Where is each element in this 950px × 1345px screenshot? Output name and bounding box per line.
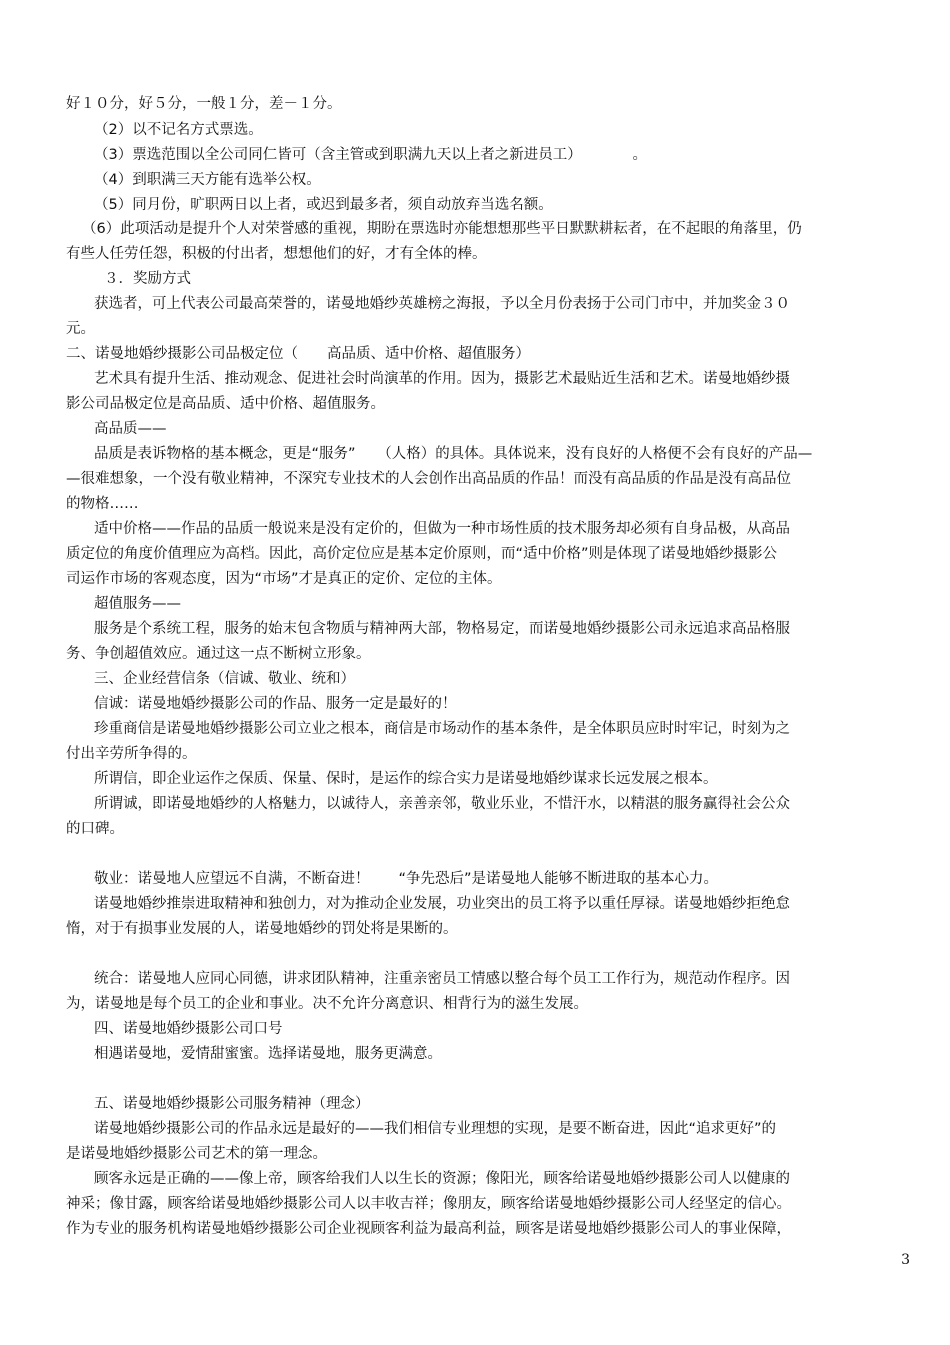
text-line: 付出辛劳所争得的。 (66, 746, 197, 762)
text-line: 诺曼地婚纱推崇进取精神和独创力，对为推动企业发展，功业突出的员工将予以重任厚禄。诺曼地婚纱拒绝怠 (94, 896, 790, 912)
section-heading: 二、诺曼地婚纱摄影公司品极定位（ 高品质、适中价格、超值服务） (66, 346, 530, 362)
text-line: 珍重商信是诺曼地婚纱摄影公司立业之根本，商信是市场动作的基本条件，是全体职员应时时牢记，时刻为之 (94, 721, 790, 737)
text-line: 艺术具有提升生活、推动观念、促进社会时尚演革的作用。因为，摄影艺术最贴近生活和艺术。诺曼地婚纱摄 (94, 371, 790, 387)
text-line: 好１０分，好５分，一般１分，差－１分。 (66, 96, 342, 112)
text-line: 敬业：诺曼地人应望远不自满，不断奋进！ “争先恐后”是诺曼地人能够不断进取的基本心力。 (94, 871, 719, 887)
text-line: 司运作市场的客观态度，因为“市场”才是真正的定价、定位的主体。 (66, 571, 502, 587)
subheading: 超值服务—— (94, 596, 181, 612)
page-number: 3 (901, 1252, 910, 1268)
text-line: 作为专业的服务机构诺曼地婚纱摄影公司企业视顾客利益为最高利益，顾客是诺曼地婚纱摄影公司人的事业保障， (66, 1221, 791, 1237)
text-line: 的口碑。 (66, 821, 124, 837)
text-line: 品质是表诉物格的基本概念，更是“服务” （人格）的具体。具体说来，没有良好的人格便不会有良好的产品— (94, 446, 813, 462)
text-line: （3）票选范围以全公司同仁皆可（含主管或到职满九天以上者之新进员工） 。 (94, 147, 647, 163)
text-line: 信诚：诺曼地婚纱摄影公司的作品、服务一定是最好的！ (94, 696, 457, 712)
text-line: 适中价格——作品的品质一般说来是没有定价的，但做为一种市场性质的技术服务却必须有自身品极，从高品 (94, 521, 790, 537)
text-line: 神采；像甘露，顾客给诺曼地婚纱摄影公司人以丰收吉祥；像朋友，顾客给诺曼地婚纱摄影公司人经坚定的信心。 (66, 1196, 791, 1212)
text-line: 所谓信，即企业运作之保质、保量、保时，是运作的综合实力是诺曼地婚纱谋求长远发展之根本。 (94, 771, 718, 787)
section-heading: 三、企业经营信条（信诚、敬业、统和） (94, 671, 355, 687)
section-heading: 五、诺曼地婚纱摄影公司服务精神（理念） (94, 1096, 370, 1112)
section-heading: ３．奖励方式 (104, 271, 191, 287)
text-line: （5）同月份，旷职两日以上者，或迟到最多者，须自动放弃当选名额。 (94, 197, 553, 213)
text-line: —很难想象，一个没有敬业精神，不深究专业技术的人会创作出高品质的作品！而没有高品质的作品是没有高品位 (66, 471, 791, 487)
text-line: 顾客永远是正确的——像上帝，顾客给我们人以生长的资源；像阳光，顾客给诺曼地婚纱摄影公司人以健康的 (94, 1171, 790, 1187)
subheading: 高品质—— (94, 421, 167, 437)
text-line: 统合：诺曼地人应同心同德，讲求团队精神，注重亲密员工情感以整合每个员工工作行为，规范动作程序。因 (94, 971, 790, 987)
text-line: 诺曼地婚纱摄影公司的作品永远是最好的——我们相信专业理想的实现，是要不断奋进，因此“追求更好”的 (94, 1121, 777, 1137)
text-line: 为，诺曼地是每个员工的企业和事业。决不允许分离意识、相背行为的滋生发展。 (66, 996, 588, 1012)
text-line: （6）此项活动是提升个人对荣誉感的重视，期盼在票选时亦能想想那些平日默默耕耘者，在不起眼的角落里，仍 (82, 221, 802, 237)
text-line: 的物格…… (66, 496, 139, 512)
text-line: 惰，对于有损事业发展的人，诺曼地婚纱的罚处将是果断的。 (66, 921, 458, 937)
text-line: 影公司品极定位是高品质、适中价格、超值服务。 (66, 396, 385, 412)
text-line: 获选者，可上代表公司最高荣誉的，诺曼地婚纱英雄榜之海报，予以全月份表扬于公司门市中，并加奖金３０ (94, 296, 790, 312)
text-line: 是诺曼地婚纱摄影公司艺术的第一理念。 (66, 1146, 327, 1162)
text-line: （2）以不记名方式票选。 (94, 122, 263, 138)
text-line: 服务是个系统工程，服务的始末包含物质与精神两大部，物格易定，而诺曼地婚纱摄影公司永远追求高品格服 (94, 621, 790, 637)
section-heading: 四、诺曼地婚纱摄影公司口号 (94, 1021, 283, 1037)
text-line: （4）到职满三天方能有选举公权。 (94, 172, 321, 188)
text-line: 相遇诺曼地，爱情甜蜜蜜。选择诺曼地，服务更满意。 (94, 1046, 442, 1062)
text-line: 所谓诚，即诺曼地婚纱的人格魅力，以诚待人，亲善亲邻，敬业乐业，不惜汗水，以精湛的服务赢得社会公众 (94, 796, 790, 812)
text-line: 务、争创超值效应。通过这一点不断树立形象。 (66, 646, 371, 662)
text-line: 元。 (66, 321, 95, 337)
text-line: 有些人任劳任怨，积极的付出者，想想他们的好，才有全体的棒。 (66, 246, 487, 262)
text-line: 质定位的角度价值理应为高档。因此，高价定位应是基本定价原则，而“适中价格”则是体现了诺曼地婚纱摄影公 (66, 546, 778, 562)
